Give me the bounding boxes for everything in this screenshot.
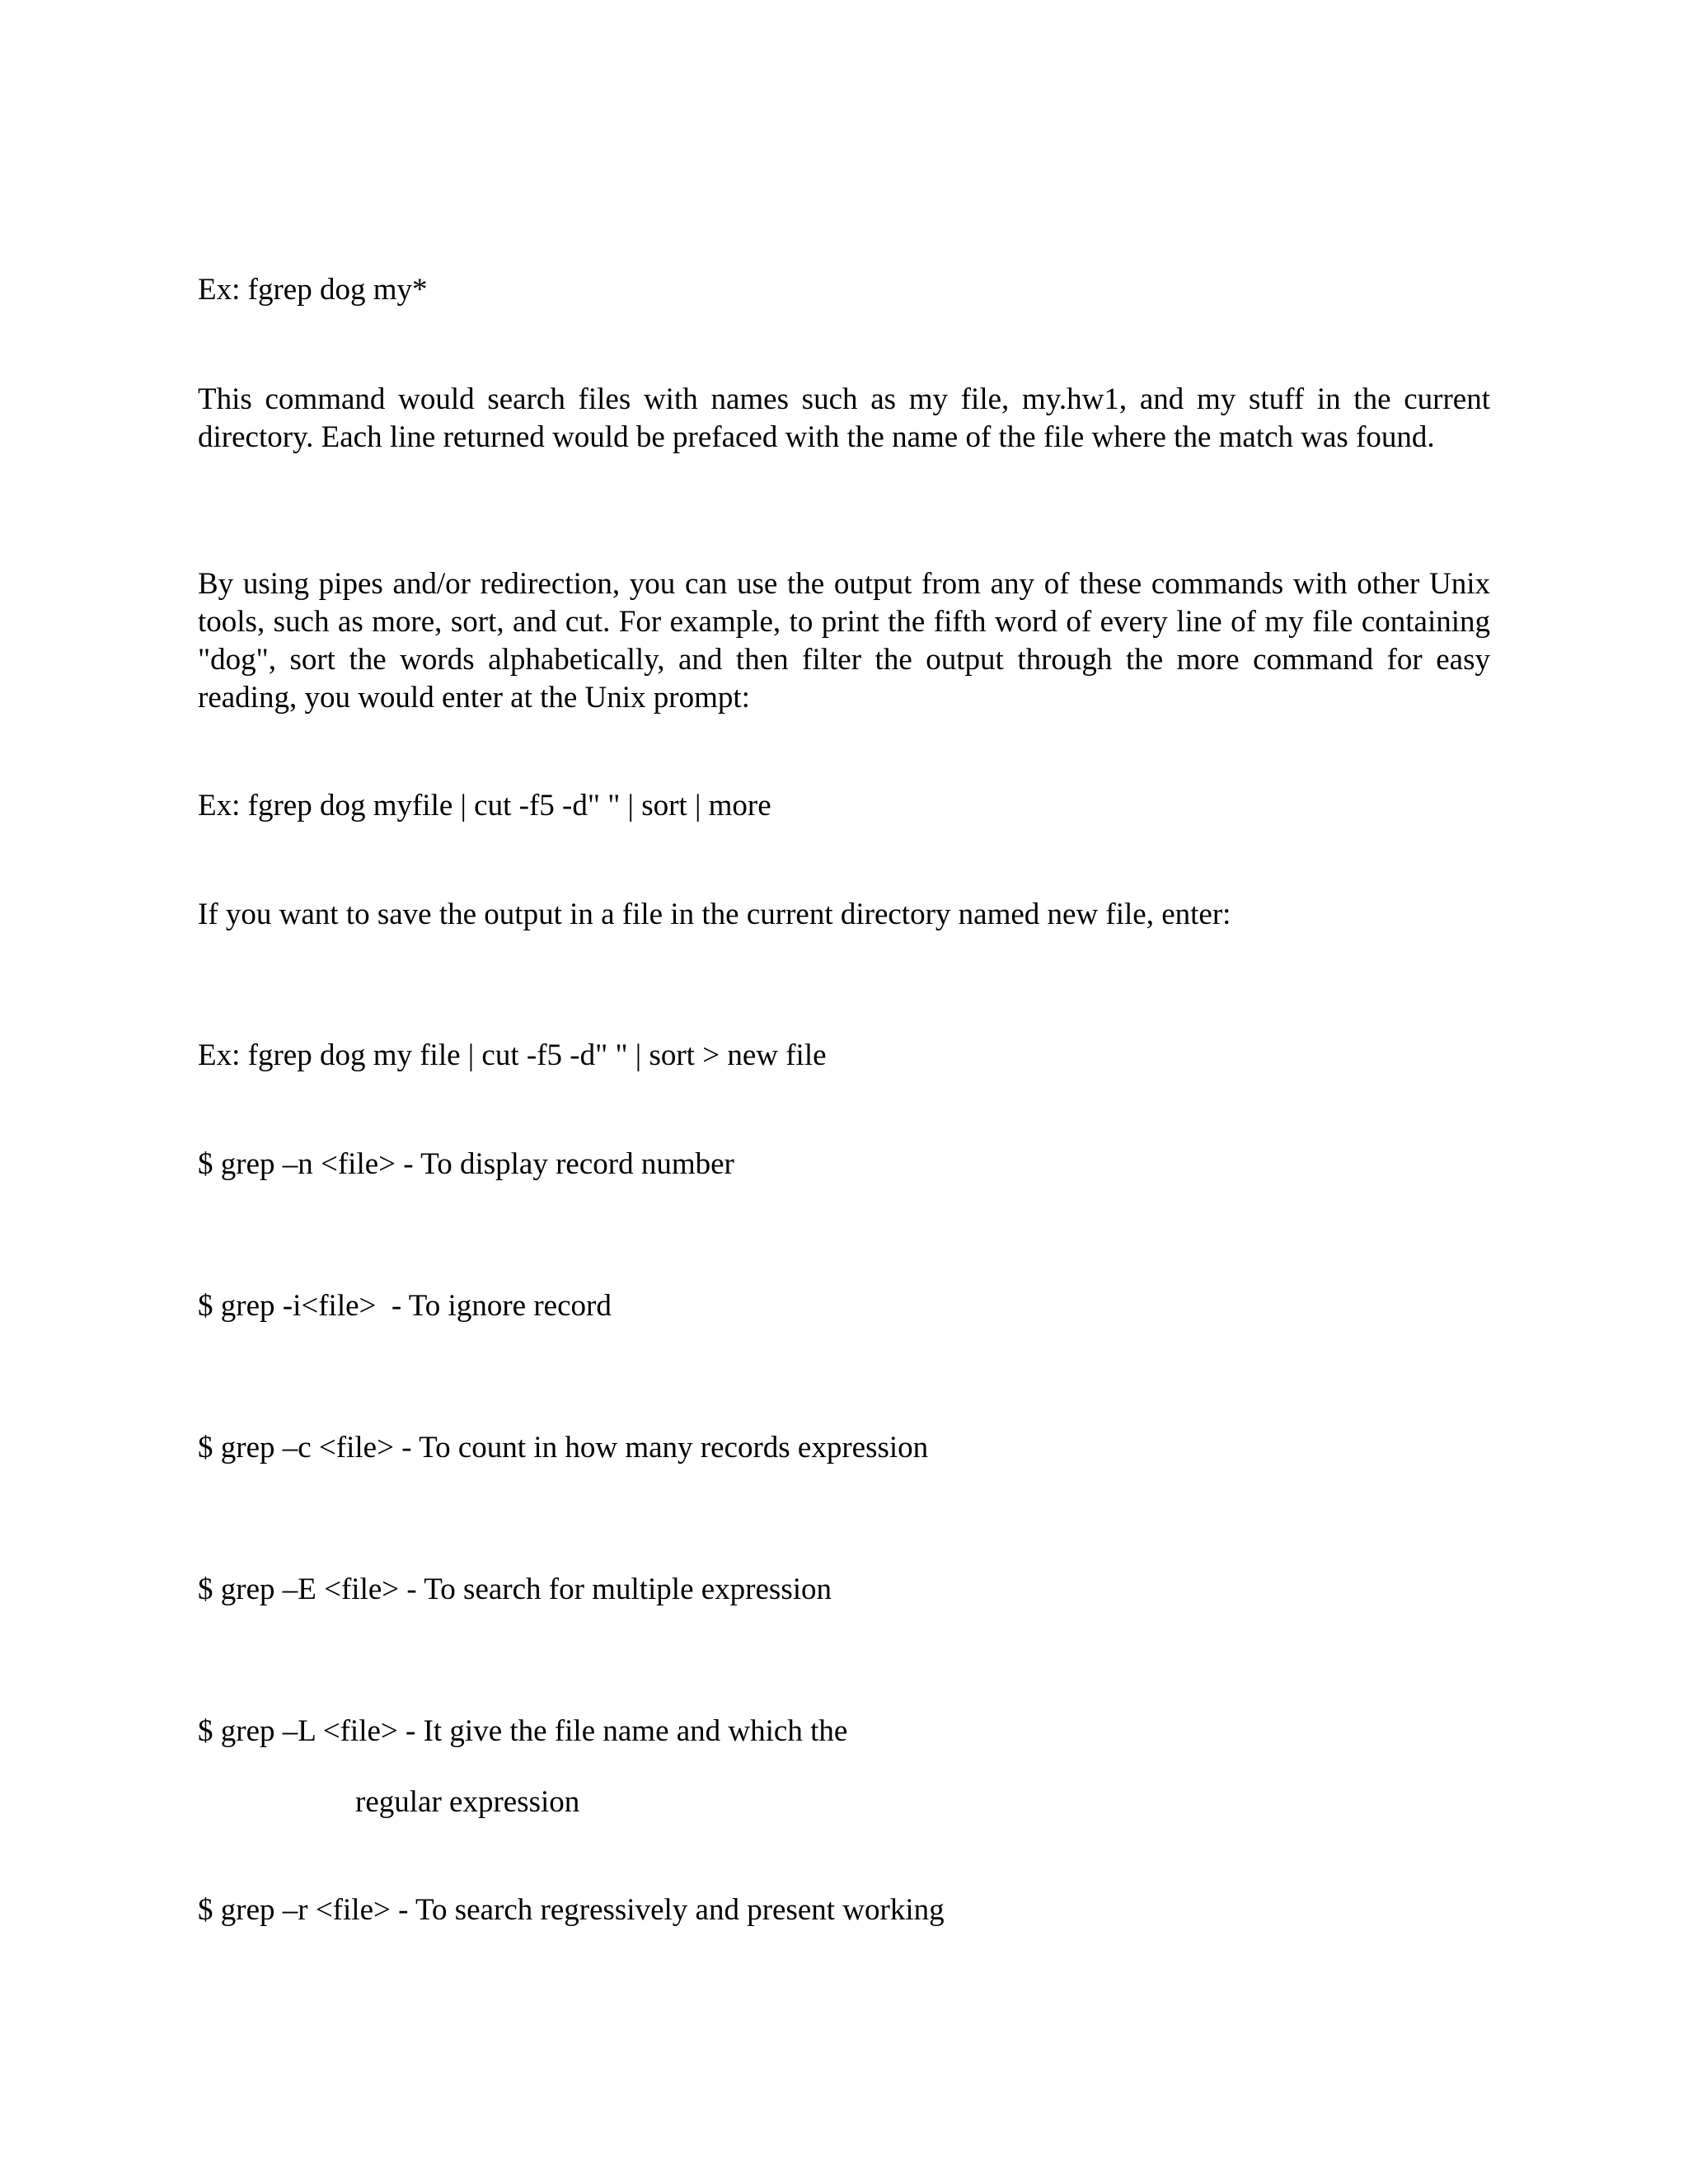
paragraph-pipes-redirection: By using pipes and/or redirection, you can use the output from any of these commands with other Unix tools, such as more, sort, and cut. For example, to print the fifth word of every line of my file containing "dog", sort the words alphabetically, and then filter the output through the more command for easy reading, you would enter at the Unix prompt: [198, 567, 1490, 715]
example-fgrep-wildcard: Ex: fgrep dog my* [198, 273, 428, 307]
grep-option-e: $ grep –E <file> - To search for multiple expression [198, 1572, 832, 1606]
grep-option-l: $ grep –L <file> - It give the file name and which the [198, 1714, 848, 1748]
grep-option-c: $ grep –c <file> - To count in how many records expression [198, 1431, 929, 1465]
save-output-note: If you want to save the output in a file in the current directory named new file, enter: [198, 898, 1231, 931]
grep-option-n: $ grep –n <file> - To display record number [198, 1147, 734, 1181]
paragraph-search-description: This command would search files with names such as my file, my.hw1, and my stuff in the current directory. Each line returned would be prefaced with the name of the file where the match was found. [198, 382, 1490, 454]
example-fgrep-pipe-more: Ex: fgrep dog myfile | cut -f5 -d" " | sort | more [198, 789, 771, 823]
grep-option-i: $ grep -i<file> - To ignore record [198, 1289, 612, 1323]
grep-option-l-continuation: regular expression [355, 1785, 580, 1819]
grep-option-r: $ grep –r <file> - To search regressively and present working [198, 1893, 945, 1927]
example-fgrep-redirect: Ex: fgrep dog my file | cut -f5 -d" " | sort > new file [198, 1038, 827, 1072]
